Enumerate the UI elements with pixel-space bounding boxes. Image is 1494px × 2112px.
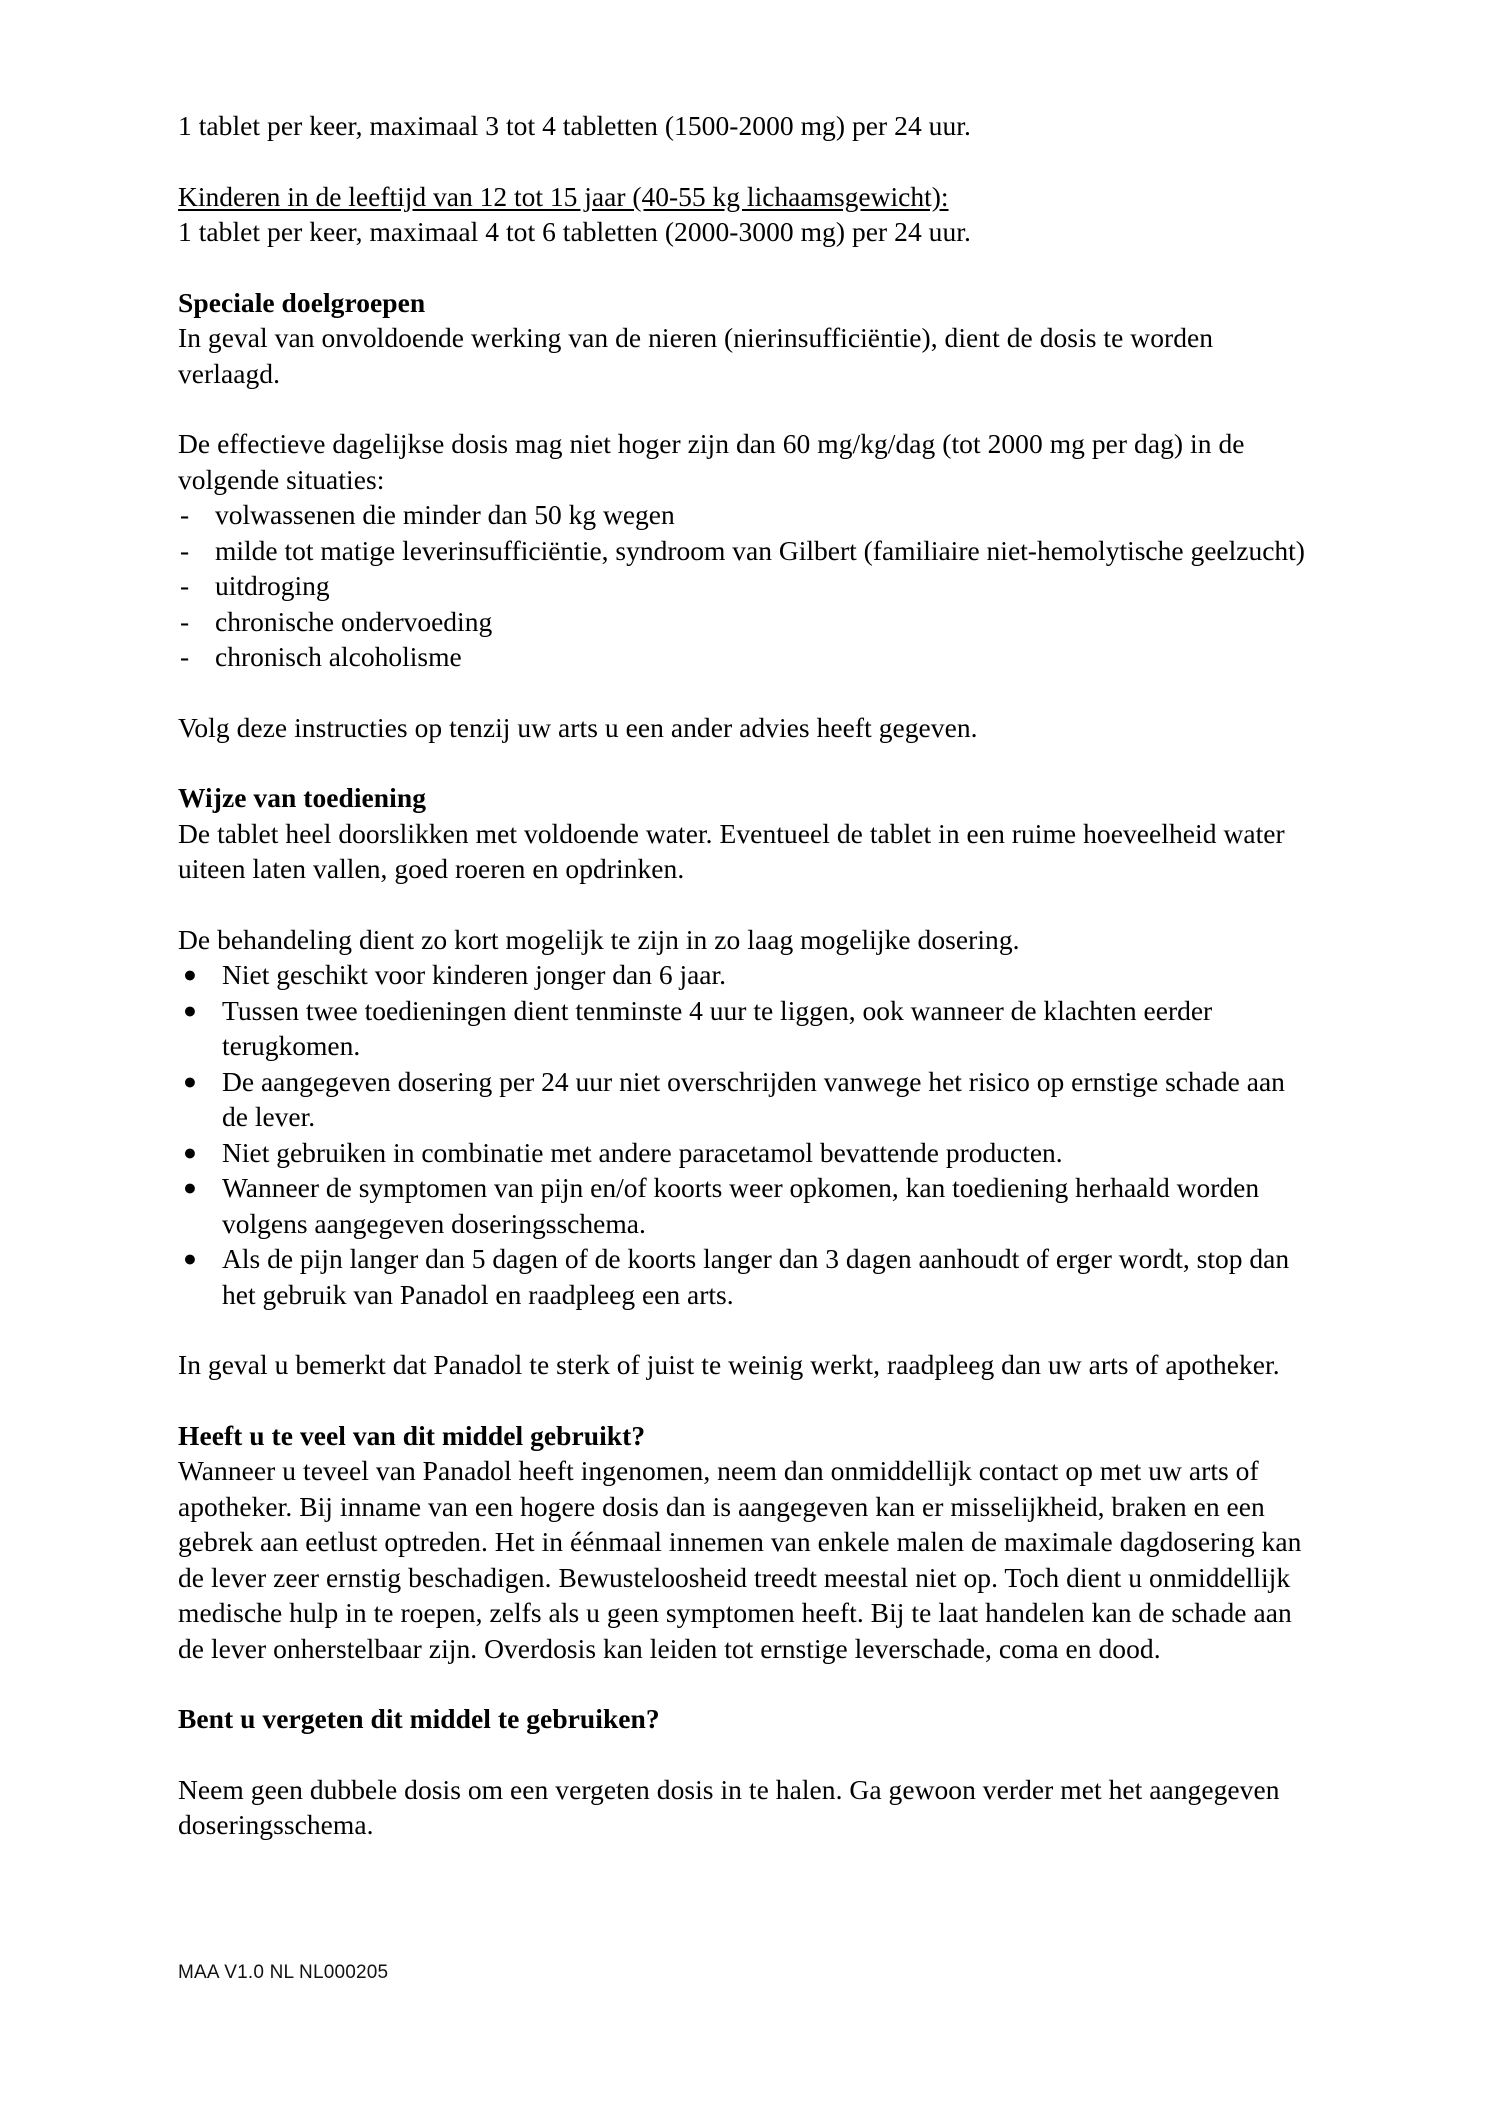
list-item-label: Wanneer de symptomen van pijn en/of koorts weer opkomen, kan toediening herhaald worden volgens aangegeven doseringsschema. <box>222 1172 1260 1239</box>
list-item-label: Niet geschikt voor kinderen jonger dan 6 jaar. <box>222 959 727 990</box>
bullet-marker-icon: ● <box>183 1068 197 1094</box>
bullet-marker-icon: ● <box>183 1246 197 1271</box>
heading-overdose: Heeft u te veel van dit middel gebruikt? <box>178 1419 646 1451</box>
list-item-label: Tussen twee toedieningen dient tenminste 4 uur te liggen, ook wanneer de klachten eerder terugkomen. <box>222 994 1213 1061</box>
list-item-label: Niet gebruiken in combinatie met andere paracetamol bevattende producten. <box>222 1136 1063 1168</box>
heading-missed-dose: Bent u vergeten dit middel te gebruiken? <box>178 1703 660 1734</box>
special-groups-paragraph-2: De effectieve dagelijkse dosis mag niet hoger zijn dan 60 mg/kg/dag (tot 2000 mg per dag) in de volgende situaties: <box>178 428 1245 495</box>
administration-paragraph-1: De tablet heel doorslikken met voldoende water. Eventueel de tablet in een ruime hoeveelheid water uiteen laten vallen, goed roeren en opdrinken. <box>178 817 1285 884</box>
document-body <box>178 108 1306 1843</box>
heading-special-groups: Speciale doelgroepen <box>178 286 426 318</box>
paragraph-spacer <box>178 144 1306 179</box>
paragraph-spacer <box>178 1383 1306 1418</box>
list-item-label: uitdroging <box>215 570 330 601</box>
document-footer: MAA V1.0 NL NL000205 <box>178 1962 389 1983</box>
special-groups-paragraph-1: In geval van onvoldoende werking van de nieren (nierinsufficiëntie), dient de dosis te worden verlaagd. <box>178 322 1214 389</box>
list-item <box>178 1241 1306 1312</box>
children-age-heading-wrap <box>178 179 1306 215</box>
list-item-label: chronisch alcoholisme <box>215 641 462 672</box>
paragraph-spacer <box>178 1737 1306 1772</box>
list-item <box>178 1064 1306 1135</box>
list-item-label: volwassenen die minder dan 50 kg wegen <box>215 499 675 530</box>
list-item <box>178 1170 1306 1241</box>
list-item <box>178 568 1306 604</box>
dash-marker-icon: - <box>180 641 190 672</box>
list-item-label: milde tot matige leverinsufficiëntie, syndroom van Gilbert (familiaire niet-hemolytische geelzucht) <box>215 534 1305 566</box>
follow-instructions-paragraph: Volg deze instructies op tenzij uw arts u een ander advies heeft gegeven. <box>178 711 978 743</box>
list-item-label: chronische ondervoeding <box>215 605 493 637</box>
heading-administration: Wijze van toediening <box>178 782 426 813</box>
too-strong-paragraph: In geval u bemerkt dat Panadol te sterk of juist te weinig werkt, raadpleeg dan uw arts of apotheker. <box>178 1349 1280 1380</box>
paragraph-spacer <box>178 250 1306 285</box>
dash-marker-icon: - <box>180 534 190 566</box>
dosing-line-children: 1 tablet per keer, maximaal 4 tot 6 tabletten (2000-3000 mg) per 24 uur. <box>178 216 971 247</box>
list-item-label: Als de pijn langer dan 5 dagen of de koorts langer dan 3 dagen aanhoudt of erger wordt, stop dan het gebruik van Panadol en raadpleeg een arts. <box>222 1243 1290 1310</box>
list-item <box>178 993 1306 1064</box>
paragraph-spacer <box>178 745 1306 780</box>
list-item <box>178 497 1306 533</box>
paragraph-spacer <box>178 675 1306 710</box>
paragraph-spacer <box>178 1666 1306 1701</box>
list-item <box>178 957 1306 993</box>
overdose-paragraph: Wanneer u teveel van Panadol heeft ingenomen, neem dan onmiddellijk contact op met uw arts of apotheker. Bij inname van een hogere dosis dan is aangegeven kan er misselijkheid, braken en een gebrek aan eetlust optreden. Het in éénmaal innemen van enkele malen de maximale dagdosering kan de lever zeer ernstig beschadigen. Bewusteloosheid treedt meestal niet op. Toch dient u onmiddellijk medische hulp in te roepen, zelfs als u geen symptomen heeft. Bij te laat handelen kan de schade aan de lever onherstelbaar zijn. Overdosis kan leiden tot ernstige leverschade, coma en dood. <box>178 1455 1302 1664</box>
dosing-line-adults: 1 tablet per keer, maximaal 3 tot 4 tabletten (1500-2000 mg) per 24 uur. <box>178 110 971 141</box>
missed-dose-paragraph: Neem geen dubbele dosis om een vergeten dosis in te halen. Ga gewoon verder met het aangegeven doseringsschema. <box>178 1773 1280 1840</box>
bullet-marker-icon: ● <box>183 1139 197 1165</box>
list-item <box>178 1135 1306 1171</box>
special-groups-dash-list <box>178 497 1306 675</box>
list-item <box>178 533 1306 569</box>
list-item <box>178 604 1306 640</box>
bullet-marker-icon: ● <box>183 962 197 987</box>
bullet-marker-icon: ● <box>183 1175 197 1200</box>
list-item <box>178 639 1306 675</box>
paragraph-spacer <box>178 887 1306 922</box>
paragraph-spacer <box>178 1312 1306 1347</box>
children-age-heading: Kinderen in de leeftijd van 12 tot 15 jaar (40-55 kg lichaamsgewicht): <box>178 180 949 212</box>
list-item-label: De aangegeven dosering per 24 uur niet overschrijden vanwege het risico op ernstige schade aan de lever. <box>222 1065 1285 1132</box>
paragraph-spacer <box>178 391 1306 426</box>
dash-marker-icon: - <box>180 570 190 601</box>
administration-bullet-list <box>178 957 1306 1312</box>
bullet-marker-icon: ● <box>183 997 197 1023</box>
dash-marker-icon: - <box>180 499 190 530</box>
administration-paragraph-2: De behandeling dient zo kort mogelijk te zijn in zo laag mogelijke dosering. <box>178 923 1020 955</box>
dash-marker-icon: - <box>180 605 190 637</box>
